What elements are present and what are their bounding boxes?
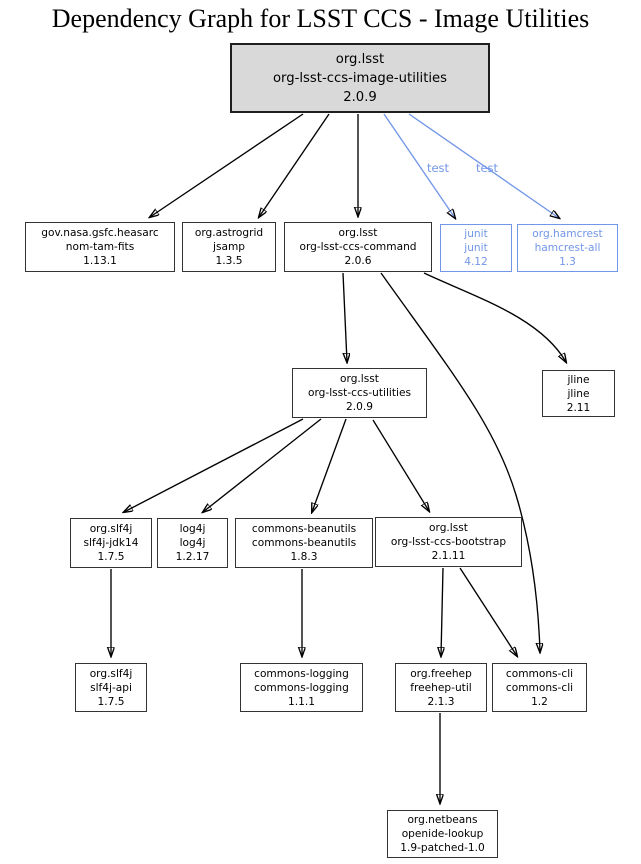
node-version: 1.8.3 [290, 551, 318, 563]
node-artifact: commons-beanutils [251, 537, 357, 549]
node-group: org.lsst [338, 227, 378, 239]
node-group: commons-beanutils [251, 523, 357, 535]
edge-ccs-utilities-to-log4j [203, 419, 321, 512]
node-group: log4j [179, 523, 206, 535]
edge-root-to-nom-tam-fits [150, 114, 303, 217]
node-log4j [157, 518, 228, 568]
edge-ccs-bootstrap-to-freehep-util [441, 568, 443, 656]
node-version: 2.0.9 [346, 401, 373, 413]
node-group: org.lsst [340, 373, 379, 385]
node-group: jline [567, 373, 590, 386]
node-jsamp [182, 222, 276, 272]
node-artifact: org-lsst-ccs-bootstrap [390, 536, 507, 548]
edge-ccs-command-to-commons-cli [381, 273, 540, 652]
node-group: commons-logging [254, 667, 349, 680]
node-freehep-util [395, 663, 487, 712]
node-group: org.netbeans [407, 814, 478, 826]
node-version: 2.0.6 [344, 255, 372, 267]
node-artifact: org-lsst-ccs-image-utilities [272, 70, 448, 86]
node-group: org.lsst [335, 51, 385, 67]
node-version: 2.0.9 [343, 89, 377, 105]
node-group: junit [464, 228, 488, 240]
edge-root-to-hamcrest [409, 114, 559, 218]
node-group: org.lsst [429, 522, 468, 534]
node-version: 1.3.5 [215, 255, 243, 267]
node-org-lsst-ccs-bootstrap [375, 517, 522, 567]
node-jline [542, 370, 615, 417]
node-artifact: slf4j-api [90, 681, 132, 694]
edge-ccs-utilities-to-commons-beanutils [312, 419, 346, 512]
node-artifact: slf4j-jdk14 [83, 537, 139, 549]
node-version: 1.9-patched-1.0 [400, 842, 485, 854]
edge-ccs-command-to-ccs-utilities [343, 273, 347, 362]
node-group: commons-cli [505, 667, 574, 680]
node-version: 1.7.5 [97, 551, 125, 563]
node-version: 1.7.5 [97, 695, 125, 708]
page-title: Dependency Graph for LSST CCS - Image Utilities [51, 4, 590, 33]
node-org-lsst-ccs-utilities [292, 368, 427, 418]
node-artifact: log4j [179, 537, 206, 549]
node-junit [440, 224, 512, 272]
node-group: org.slf4j [89, 667, 133, 680]
edge-ccs-utilities-to-slf4j-jdk14 [124, 419, 303, 512]
node-artifact: junit [464, 242, 488, 254]
edge-root-to-junit [384, 114, 455, 218]
node-artifact: openide-lookup [401, 828, 484, 840]
node-openide-lookup [387, 810, 498, 858]
node-version: 1.3 [559, 256, 576, 268]
node-commons-logging [240, 663, 363, 712]
node-org-lsst-ccs-command [284, 222, 432, 272]
node-artifact: org-lsst-ccs-command [299, 241, 417, 253]
node-artifact: freehep-util [410, 681, 472, 694]
edge-root-to-jsamp [259, 114, 329, 217]
node-version: 4.12 [464, 256, 488, 268]
node-version: 2.1.3 [427, 695, 455, 708]
node-artifact: jsamp [213, 241, 245, 253]
node-hamcrest-all [517, 224, 618, 272]
edge-ccs-command-to-jline [424, 273, 566, 362]
node-version: 1.2.17 [175, 551, 210, 563]
node-group: gov.nasa.gsfc.heasarc [41, 227, 159, 239]
node-version: 1.2 [531, 695, 548, 708]
node-version: 1.1.1 [288, 695, 315, 708]
node-commons-beanutils [235, 518, 373, 568]
edge-label-test-hamcrest: test [475, 161, 499, 175]
node-version: 2.1.11 [431, 550, 466, 562]
edge-label-test-junit: test [426, 161, 450, 175]
edge-ccs-bootstrap-to-commons-cli [460, 568, 517, 656]
node-group: org.slf4j [89, 523, 133, 535]
edge-ccs-utilities-to-ccs-bootstrap [373, 420, 429, 511]
node-artifact: jline [567, 387, 590, 400]
node-artifact: commons-cli [505, 681, 574, 694]
node-artifact: org-lsst-ccs-utilities [308, 387, 411, 399]
node-version: 2.11 [566, 401, 591, 414]
node-artifact: commons-logging [254, 681, 349, 694]
node-group: org.astrogrid [194, 227, 264, 239]
node-org-lsst-ccs-image-utilities [230, 43, 490, 113]
node-slf4j-api [75, 663, 147, 712]
node-group: org.freehep [410, 667, 472, 680]
node-artifact: hamcrest-all [534, 242, 601, 254]
node-artifact: nom-tam-fits [65, 241, 135, 253]
node-group: org.hamcrest [532, 228, 603, 240]
node-commons-cli [492, 663, 587, 712]
node-slf4j-jdk14 [70, 518, 152, 568]
node-version: 1.13.1 [83, 255, 117, 267]
node-nom-tam-fits [25, 222, 175, 272]
